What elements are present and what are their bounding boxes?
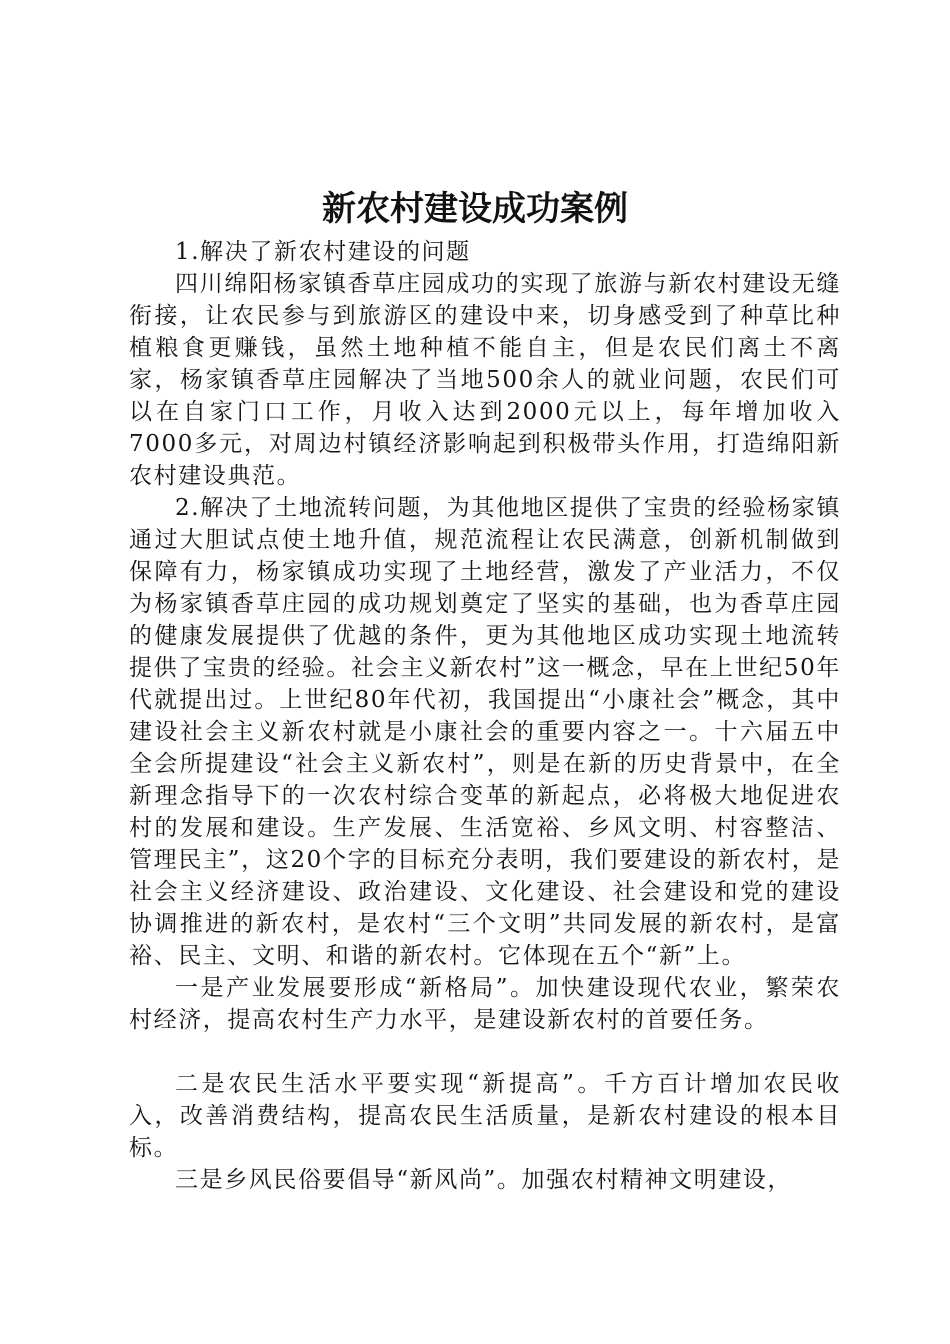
blank-line [129, 1036, 841, 1068]
paragraph-3: 一是产业发展要形成“新格局”。加快建设现代农业，繁荣农村经济，提高农村生产力水平，是建设新农村的首要任务。 [129, 975, 841, 1033]
document-title: 新农村建设成功案例 [322, 189, 628, 229]
paragraph-2: 2.解决了土地流转问题，为其他地区提供了宝贵的经验杨家镇通过大胆试点使土地升值，规范流程让农民满意，创新机制做到保障有力，杨家镇成功实现了土地经营，激发了产业活力，不仅为杨家镇香草庄园的成功规划奠定了坚实的基础，也为香草庄园的健康发展提供了优越的条件，更为其他地区成功实现土地流转提供了宝贵的经验。社会主义新农村”这一概念，早在上世纪50年代就提出过。上世纪80年代初，我国提出“小康社会”概念，其中建设社会主义新农村就是小康社会的重要内容之一。十六届五中全会所提建设“社会主义新农村”，则是在新的历史背景中，在全新理念指导下的一次农村综合变革的新起点，必将极大地促进农村的发展和建设。生产发展、生活宽裕、乡风文明、村容整洁、管理民主”，这20个字的目标充分表明，我们要建设的新农村，是社会主义经济建设、政治建设、文化建设、社会建设和党的建设协调推进的新农村，是农村“三个文明”共同发展的新农村，是富裕、民主、文明、和谐的新农村。它体现在五个“新”上。 [129, 495, 841, 969]
paragraph-4: 二是农民生活水平要实现“新提高”。千方百计增加农民收入，改善消费结构，提高农民生活质量，是新农村建设的根本目标。 [129, 1071, 841, 1161]
document-body [129, 236, 841, 1196]
paragraph-5: 三是乡风民俗要倡导“新风尚”。加强农村精神文明建设， [175, 1167, 793, 1193]
paragraph-1: 四川绵阳杨家镇香草庄园成功的实现了旅游与新农村建设无缝衔接，让农民参与到旅游区的建设中来，切身感受到了种草比种植粮食更赚钱，虽然土地种植不能自主，但是农民们离土不离家，杨家镇香草庄园解决了当地500余人的就业问题，农民们可以在自家门口工作，月收入达到2000元以上，每年增加收入7000多元，对周边村镇经济影响起到积极带头作用，打造绵阳新农村建设典范。 [129, 271, 841, 489]
section-heading-1: 1.解决了新农村建设的问题 [175, 239, 471, 265]
